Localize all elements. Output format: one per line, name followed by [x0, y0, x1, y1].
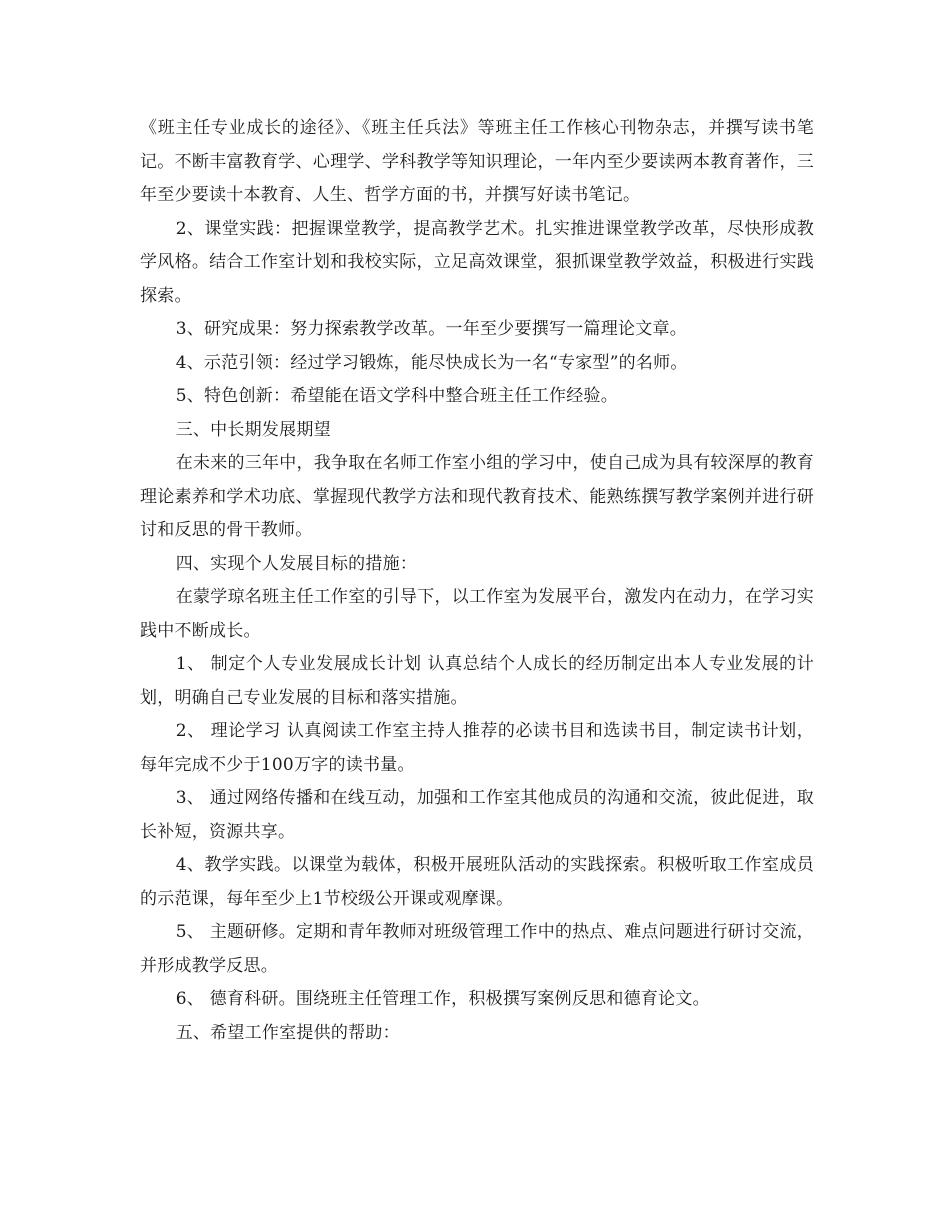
paragraph-studio-guidance: 在蒙学琼名班主任工作室的引导下，以工作室为发展平台，激发内在动力，在学习实践中不断成长。: [140, 587, 814, 641]
section-heading-measures: 四、实现个人发展目标的措施：: [175, 553, 418, 574]
paragraph-research-results: 3、研究成果：努力探索教学改革。一年至少要撰写一篇理论文章。: [175, 319, 688, 339]
paragraph-innovation: 5、特色创新：希望能在语文学科中整合班主任工作经验。: [175, 386, 619, 406]
section-heading-help: 五、希望工作室提供的帮助：: [175, 1022, 400, 1043]
list-item-development-plan: 1、 制定个人专业发展成长计划 认真总结个人成长的经历制定出本人专业发展的计划，明确自己专业发展的目标和落实措施。: [140, 654, 814, 708]
list-item-theory-study: 2、 理论学习 认真阅读工作室主持人推荐的必读书目和选读书目，制定读书计划，每年完成不少于100万字的读书量。: [140, 721, 814, 775]
section-heading-long-term: 三、中长期发展期望: [175, 419, 331, 440]
document-body: [140, 112, 814, 1050]
paragraph-demonstration: 4、示范引领：经过学习锻炼，能尽快成长为一名“专家型”的名师。: [175, 352, 688, 373]
list-item-moral-research: 6、 德育科研。围绕班主任管理工作，积极撰写案例反思和德育论文。: [175, 989, 710, 1009]
paragraph-classroom-practice: 2、课堂实践：把握课堂教学，提高教学艺术。扎实推进课堂教学改革，尽快形成教学风格。结合工作室计划和我校实际，立足高效课堂，狠抓课堂教学效益，积极进行实践探索。: [140, 218, 814, 306]
paragraph-long-term-goal: 在未来的三年中，我争取在名师工作室小组的学习中，使自己成为具有较深厚的教育理论素养和学术功底、掌握现代教学方法和现代教育技术、能熟练撰写教学案例并进行研讨和反思的骨干教师。: [140, 453, 814, 540]
list-item-online-interaction: 3、 通过网络传播和在线互动，加强和工作室其他成员的沟通和交流，彼此促进，取长补短，资源共享。: [140, 788, 814, 842]
paragraph-reading-notes: 《班主任专业成长的途径》、《班主任兵法》等班主任工作核心刊物杂志，并撰写读书笔记。不断丰富教育学、心理学、学科教学等知识理论，一年内至少要读两本教育著作，三年至少要读十本教育、人生、哲学方面的书，并撰写好读书笔记。: [140, 118, 814, 205]
list-item-teaching-practice: 4、教学实践。以课堂为载体，积极开展班队活动的实践探索。积极听取工作室成员的示范课，每年至少上1节校级公开课或观摩课。: [140, 855, 814, 909]
list-item-theme-study: 5、 主题研修。定期和青年教师对班级管理工作中的热点、难点问题进行研讨交流，并形成教学反思。: [140, 922, 814, 976]
